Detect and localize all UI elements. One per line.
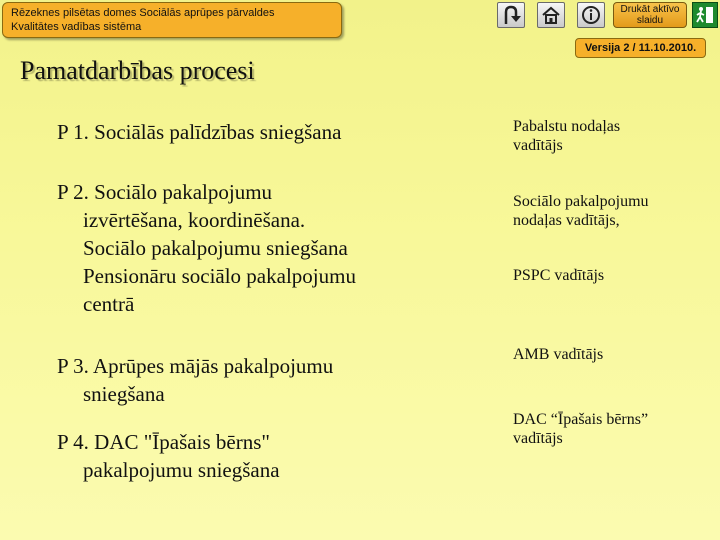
process-item-p1 <box>57 118 341 146</box>
home-button[interactable] <box>537 2 565 28</box>
responsible-p2 <box>513 192 649 230</box>
responsible-line: Sociālo pakalpojumu <box>513 193 649 210</box>
process-line: Sociālo pakalpojumu sniegšana <box>83 236 348 260</box>
process-line: centrā <box>83 292 135 316</box>
responsible-p3 <box>513 345 603 364</box>
print-label-line-1: Drukāt aktīvo <box>620 4 680 15</box>
responsible-line: nodaļas vadītājs, <box>513 212 620 229</box>
process-line: P 1. Sociālās palīdzības sniegšana <box>57 120 342 144</box>
version-badge: Versija 2 / 11.10.2010. <box>575 38 706 58</box>
print-slide-button[interactable] <box>613 2 687 28</box>
process-line: pakalpojumu sniegšana <box>83 458 280 482</box>
responsible-line: vadītājs <box>513 137 563 154</box>
process-item-p3 <box>57 352 333 408</box>
header-line-1: Rēzeknes pilsētas domes Sociālās aprūpes pārvaldes <box>11 7 275 19</box>
home-icon <box>541 5 561 25</box>
info-button[interactable] <box>577 2 605 28</box>
process-item-p2 <box>57 178 356 318</box>
responsible-p4 <box>513 410 648 448</box>
responsible-line: DAC “Īpašais bērns” <box>513 411 649 428</box>
process-line: izvērtēšana, koordinēšana. <box>83 208 306 232</box>
process-line: P 3. Aprūpes mājās pakalpojumu <box>57 354 334 378</box>
header-line-2: Kvalitātes vadības sistēma <box>11 21 142 33</box>
back-button[interactable] <box>497 2 525 28</box>
exit-button[interactable] <box>692 2 718 28</box>
responsible-line: PSPC vadītājs <box>513 267 605 284</box>
process-line: P 2. Sociālo pakalpojumu <box>57 180 273 204</box>
info-icon <box>581 5 601 25</box>
responsible-pspc <box>513 266 604 285</box>
responsible-line: AMB vadītājs <box>513 346 604 363</box>
process-line: Pensionāru sociālo pakalpojumu <box>83 264 356 288</box>
responsible-p1 <box>513 117 620 155</box>
return-arrow-icon <box>500 4 522 26</box>
process-item-p4 <box>57 428 280 484</box>
page-title: Pamatdarbības procesi <box>20 56 255 85</box>
header-box <box>2 2 342 38</box>
process-line: sniegšana <box>83 382 165 406</box>
process-line: P 4. DAC "Īpašais bērns" <box>57 430 270 454</box>
responsible-line: vadītājs <box>513 430 563 447</box>
exit-icon <box>695 5 715 25</box>
responsible-line: Pabalstu nodaļas <box>513 118 621 135</box>
print-label-line-2: slaidu <box>636 15 664 26</box>
